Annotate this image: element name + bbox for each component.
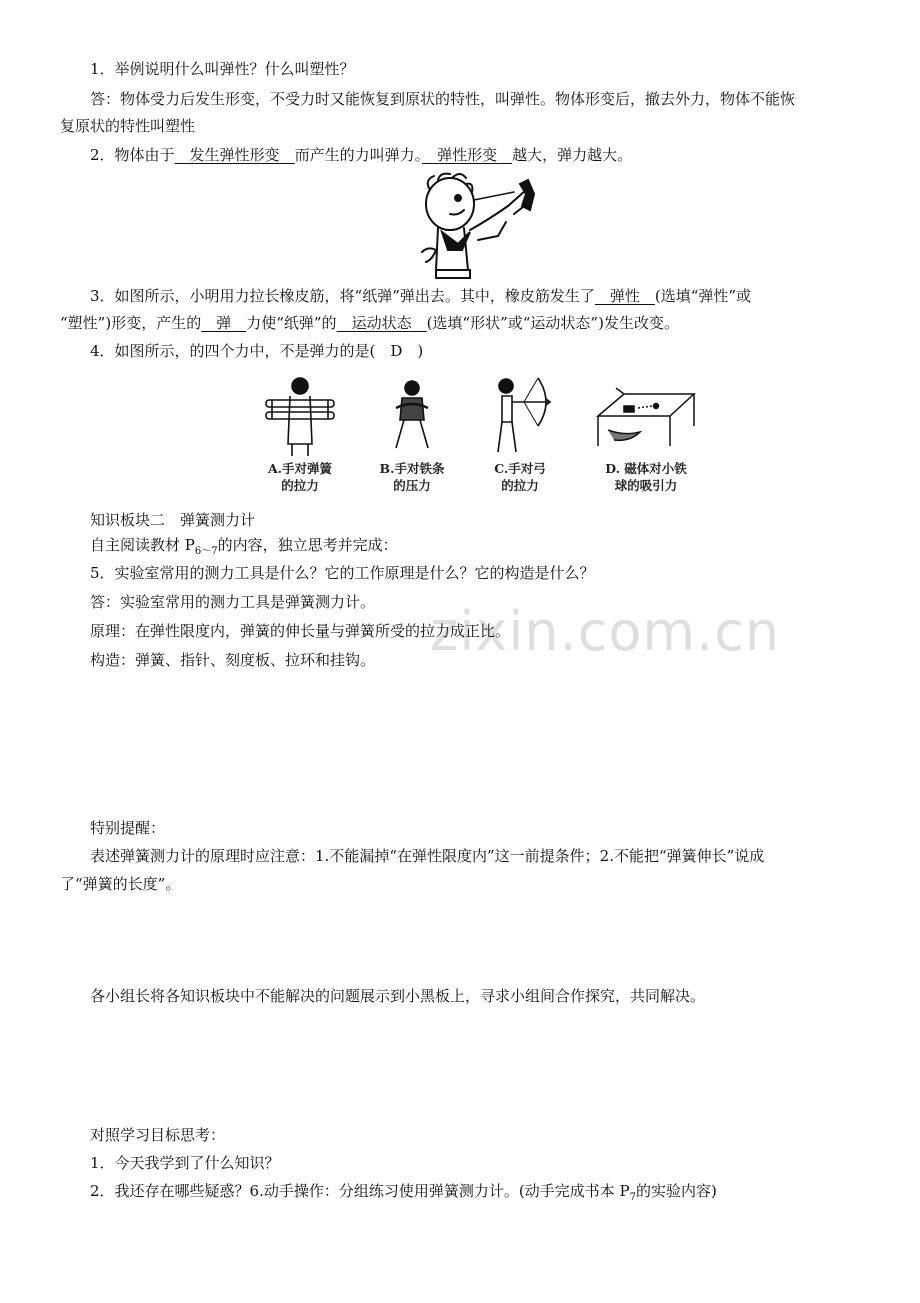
boy-slingshot-illustration xyxy=(418,170,538,282)
q2-middle: 而产生的力叫弹力。 xyxy=(294,146,423,164)
figure-b-iron-bar xyxy=(386,378,438,452)
section-2-title: 知识板块二 弹簧测力计 xyxy=(90,511,256,529)
reflect-item-2-prefix: 2．我还存在哪些疑惑？6.动手操作：分组练习使用弹簧测力计。(动手完成书本 P xyxy=(90,1182,630,1200)
reminder-line2: 了“弹簧的长度”。 xyxy=(60,875,181,893)
answer-1-line2: 复原状的特性叫塑性 xyxy=(60,117,196,135)
q3-blank-2: 弹 xyxy=(201,314,247,332)
reminder-line1: 表述弹簧测力计的原理时应注意：1.不能漏掉“在弹性限度内”这一前提条件；2.不能把“弹簧伸长”说成 xyxy=(90,847,765,865)
reminder-title: 特别提醒： xyxy=(90,819,166,837)
q3-blank-1: 弹性 xyxy=(594,287,655,305)
q3-text-a: 3．如图所示，小明用力拉长橡皮筋，将“纸弹”弹出去。其中，橡皮筋发生了 xyxy=(90,287,595,305)
q3-text-c: “塑性”)形变，产生的 xyxy=(60,314,202,332)
reflect-title: 对照学习目标思考： xyxy=(90,1126,226,1144)
q2-prefix: 2．物体由于 xyxy=(90,146,175,164)
q3-blank-3: 运动状态 xyxy=(336,314,427,332)
caption-d-line1: D. 磁体对小铁 xyxy=(605,461,687,476)
caption-b-line2: 的压力 xyxy=(393,478,431,493)
reflect-item-2-suffix: 的实验内容) xyxy=(635,1182,717,1200)
reading-pages: 6～7 xyxy=(194,546,218,557)
group-note: 各小组长将各知识板块中不能解决的问题展示到小黑板上，寻求小组间合作探究，共同解决。 xyxy=(90,987,706,1005)
reflect-item-2-page: 7 xyxy=(629,1192,636,1203)
q3-text-d: 力使“纸弹”的 xyxy=(246,314,337,332)
caption-a xyxy=(252,460,348,494)
question-3-line1 xyxy=(60,283,900,309)
caption-d xyxy=(584,460,708,494)
caption-b xyxy=(362,460,462,494)
figure-a-spring-pull xyxy=(262,374,338,458)
answer-1-line1: 答：物体受力后发生形变，不受力时又能恢复到原状的特性，叫弹性。物体形变后，撤去外力，物体不能恢 xyxy=(90,90,796,108)
answer-5-principle: 原理：在弹性限度内，弹簧的伸长量与弹簧所受的拉力成正比。 xyxy=(90,622,511,640)
watermark: zixin.com.cn xyxy=(430,600,781,663)
caption-c-line2: 的拉力 xyxy=(501,478,539,493)
caption-d-line2: 球的吸引力 xyxy=(614,478,678,493)
q2-blank-2: 弹性形变 xyxy=(422,146,513,164)
q3-text-e: (选填“形状”或“运动状态”)发生改变。 xyxy=(426,314,679,332)
reading-prefix: 自主阅读教材 P xyxy=(90,536,195,554)
figure-d-magnet-table xyxy=(594,386,698,452)
reflect-item-1: 1．今天我学到了什么知识？ xyxy=(90,1154,280,1172)
caption-c xyxy=(472,460,568,494)
caption-b-line1: B.手对铁条 xyxy=(379,461,445,476)
caption-a-line2: 的拉力 xyxy=(281,478,319,493)
answer-5: 答：实验室常用的测力工具是弹簧测力计。 xyxy=(90,593,376,611)
figure-c-bow-pull xyxy=(488,374,554,456)
q3-text-b: (选填“弹性”或 xyxy=(654,287,752,305)
question-1: 1．举例说明什么叫弹性？什么叫塑性？ xyxy=(90,60,355,78)
question-3-line2 xyxy=(60,310,870,336)
q2-blank-1: 发生弹性形变 xyxy=(174,146,295,164)
reflect-item-2 xyxy=(60,1178,900,1211)
reading-suffix: 的内容，独立思考并完成： xyxy=(217,536,398,554)
question-4: 4．如图所示，的四个力中，不是弹力的是( D ) xyxy=(90,342,424,360)
answer-5-structure: 构造：弹簧、指针、刻度板、拉环和挂钩。 xyxy=(90,651,376,669)
caption-c-line1: C.手对弓 xyxy=(494,461,546,476)
question-5: 5．实验室常用的测力工具是什么？它的工作原理是什么？它的构造是什么？ xyxy=(90,564,595,582)
q2-suffix: 越大，弹力越大。 xyxy=(512,146,633,164)
question-2 xyxy=(60,142,900,168)
caption-a-line1: A.手对弹簧 xyxy=(267,461,333,476)
